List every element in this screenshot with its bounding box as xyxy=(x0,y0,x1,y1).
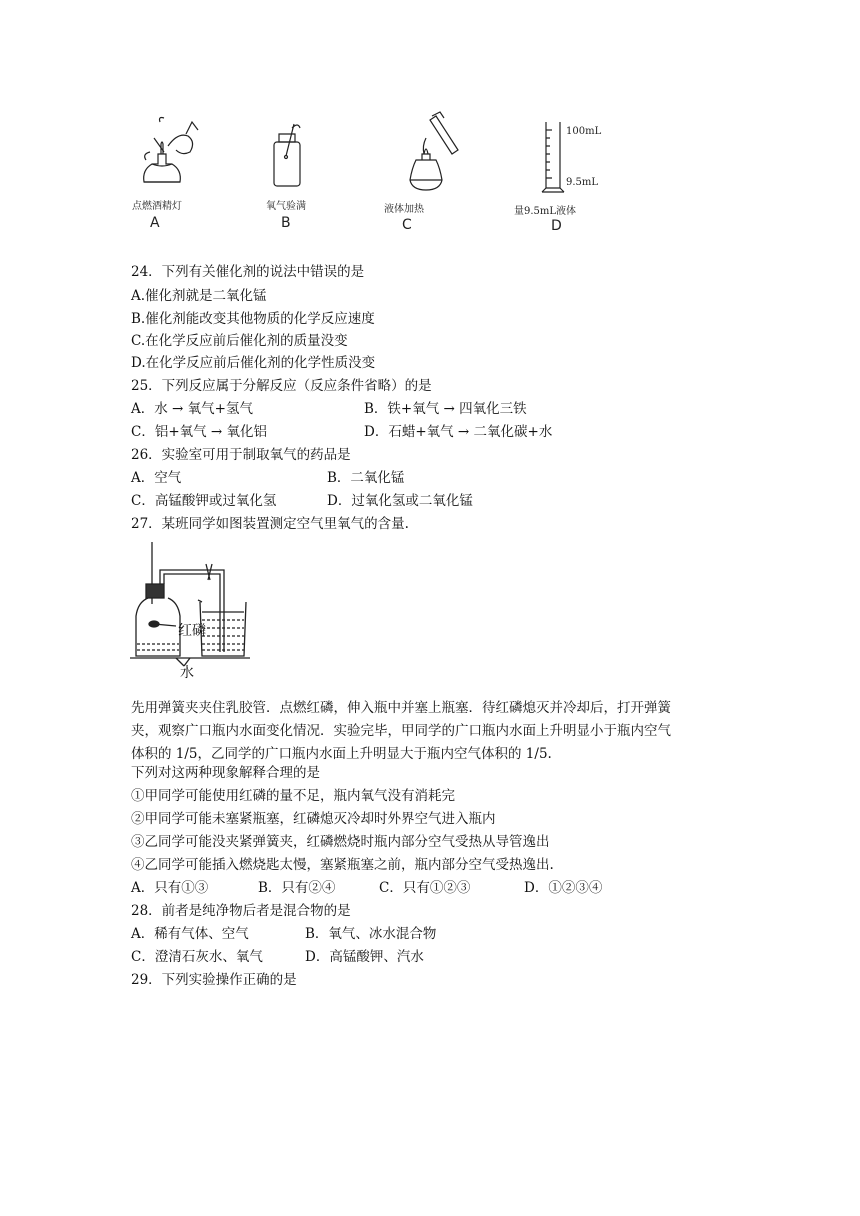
figure-d-scale-top: 100mL xyxy=(566,126,602,137)
figure-c-caption: 液体加热 xyxy=(384,204,424,215)
q28-stem: 28．前者是纯净物后者是混合物的是 xyxy=(131,903,351,919)
q27-apparatus-figure xyxy=(130,540,250,680)
q27-option-d: D．①②③④ xyxy=(524,880,603,896)
q27-figure-label-water: 水 xyxy=(180,665,194,681)
figure-a-alcohol-lamp xyxy=(130,112,210,192)
q25-option-b: B．铁+氧气 → 四氧化三铁 xyxy=(364,401,527,417)
figure-a-letter: A xyxy=(150,215,160,231)
q27-para-line-1: 先用弹簧夹夹住乳胶管．点燃红磷，伸入瓶中并塞上瓶塞．待红磷熄灭并冷却后，打开弹簧 xyxy=(131,700,671,716)
q26-option-d: D．过氧化氢或二氧化锰 xyxy=(327,493,473,509)
q24-option-a: A.催化剂就是二氧化锰 xyxy=(131,288,267,304)
q28-option-c: C．澄清石灰水、氧气 xyxy=(131,949,263,965)
figure-d-letter: D xyxy=(551,218,562,234)
q27-stem: 27．某班同学如图装置测定空气里氧气的含量. xyxy=(131,516,409,532)
q27-para-line-2: 夹，观察广口瓶内水面变化情况．实验完毕，甲同学的广口瓶内水面上升明显小于瓶内空气 xyxy=(131,723,671,739)
q27-item-2: ②甲同学可能未塞紧瓶塞，红磷熄灭冷却时外界空气进入瓶内 xyxy=(131,811,496,827)
q24-option-c: C.在化学反应前后催化剂的质量没变 xyxy=(131,333,348,349)
q28-option-a: A．稀有气体、空气 xyxy=(131,926,249,942)
figure-d-scale-mark: 9.5mL xyxy=(566,177,599,188)
figure-b-caption: 氧气验满 xyxy=(266,201,306,212)
q27-item-4: ④乙同学可能插入燃烧匙太慢，塞紧瓶塞之前，瓶内部分空气受热逸出. xyxy=(131,857,554,873)
q25-option-d: D．石蜡+氧气 → 二氧化碳+水 xyxy=(364,424,553,440)
q27-option-b: B．只有②④ xyxy=(258,880,336,896)
figure-d-measuring-cylinder xyxy=(538,118,568,198)
q27-option-c: C．只有①②③ xyxy=(379,880,471,896)
q25-option-a: A．水 → 氧气+氢气 xyxy=(131,401,253,417)
q28-option-d: D．高锰酸钾、汽水 xyxy=(305,949,424,965)
q29-stem: 29．下列实验操作正确的是 xyxy=(131,972,297,988)
figure-b-letter: B xyxy=(281,215,291,231)
q27-item-3: ③乙同学可能没夹紧弹簧夹，红磷燃烧时瓶内部分空气受热从导管逸出 xyxy=(131,834,550,850)
q28-option-b: B．氧气、冰水混合物 xyxy=(305,926,437,942)
q27-para-line-3: 体积的 1/5，乙同学的广口瓶内水面上升明显大于瓶内空气体积的 1/5. xyxy=(131,746,552,762)
q27-option-a: A．只有①③ xyxy=(131,880,209,896)
q27-item-1: ①甲同学可能使用红磷的量不足，瓶内氧气没有消耗完 xyxy=(131,788,455,804)
figure-c-letter: C xyxy=(402,217,412,233)
q26-option-c: C．高锰酸钾或过氧化氢 xyxy=(131,493,277,509)
q25-option-c: C．铝+氧气 → 氧化铝 xyxy=(131,424,268,440)
q25-stem: 25．下列反应属于分解反应（反应条件省略）的是 xyxy=(131,378,432,394)
figure-d-caption: 量9.5mL液体 xyxy=(514,206,577,217)
q24-option-d: D.在化学反应前后催化剂的化学性质没变 xyxy=(131,355,376,371)
q26-option-a: A．空气 xyxy=(131,470,182,486)
q26-stem: 26．实验室可用于制取氧气的药品是 xyxy=(131,447,351,463)
figure-c-heating-liquid xyxy=(396,108,476,198)
q27-ask: 下列对这两种现象解释合理的是 xyxy=(131,765,320,781)
q27-figure-label-red-phosphorus: 红磷 xyxy=(178,623,206,639)
q24-stem: 24．下列有关催化剂的说法中错误的是 xyxy=(131,264,365,280)
figure-a-caption: 点燃酒精灯 xyxy=(132,201,182,212)
q24-option-b: B.催化剂能改变其他物质的化学反应速度 xyxy=(131,311,375,327)
q26-option-b: B．二氧化锰 xyxy=(327,470,405,486)
figure-b-gas-bottle xyxy=(268,118,308,190)
